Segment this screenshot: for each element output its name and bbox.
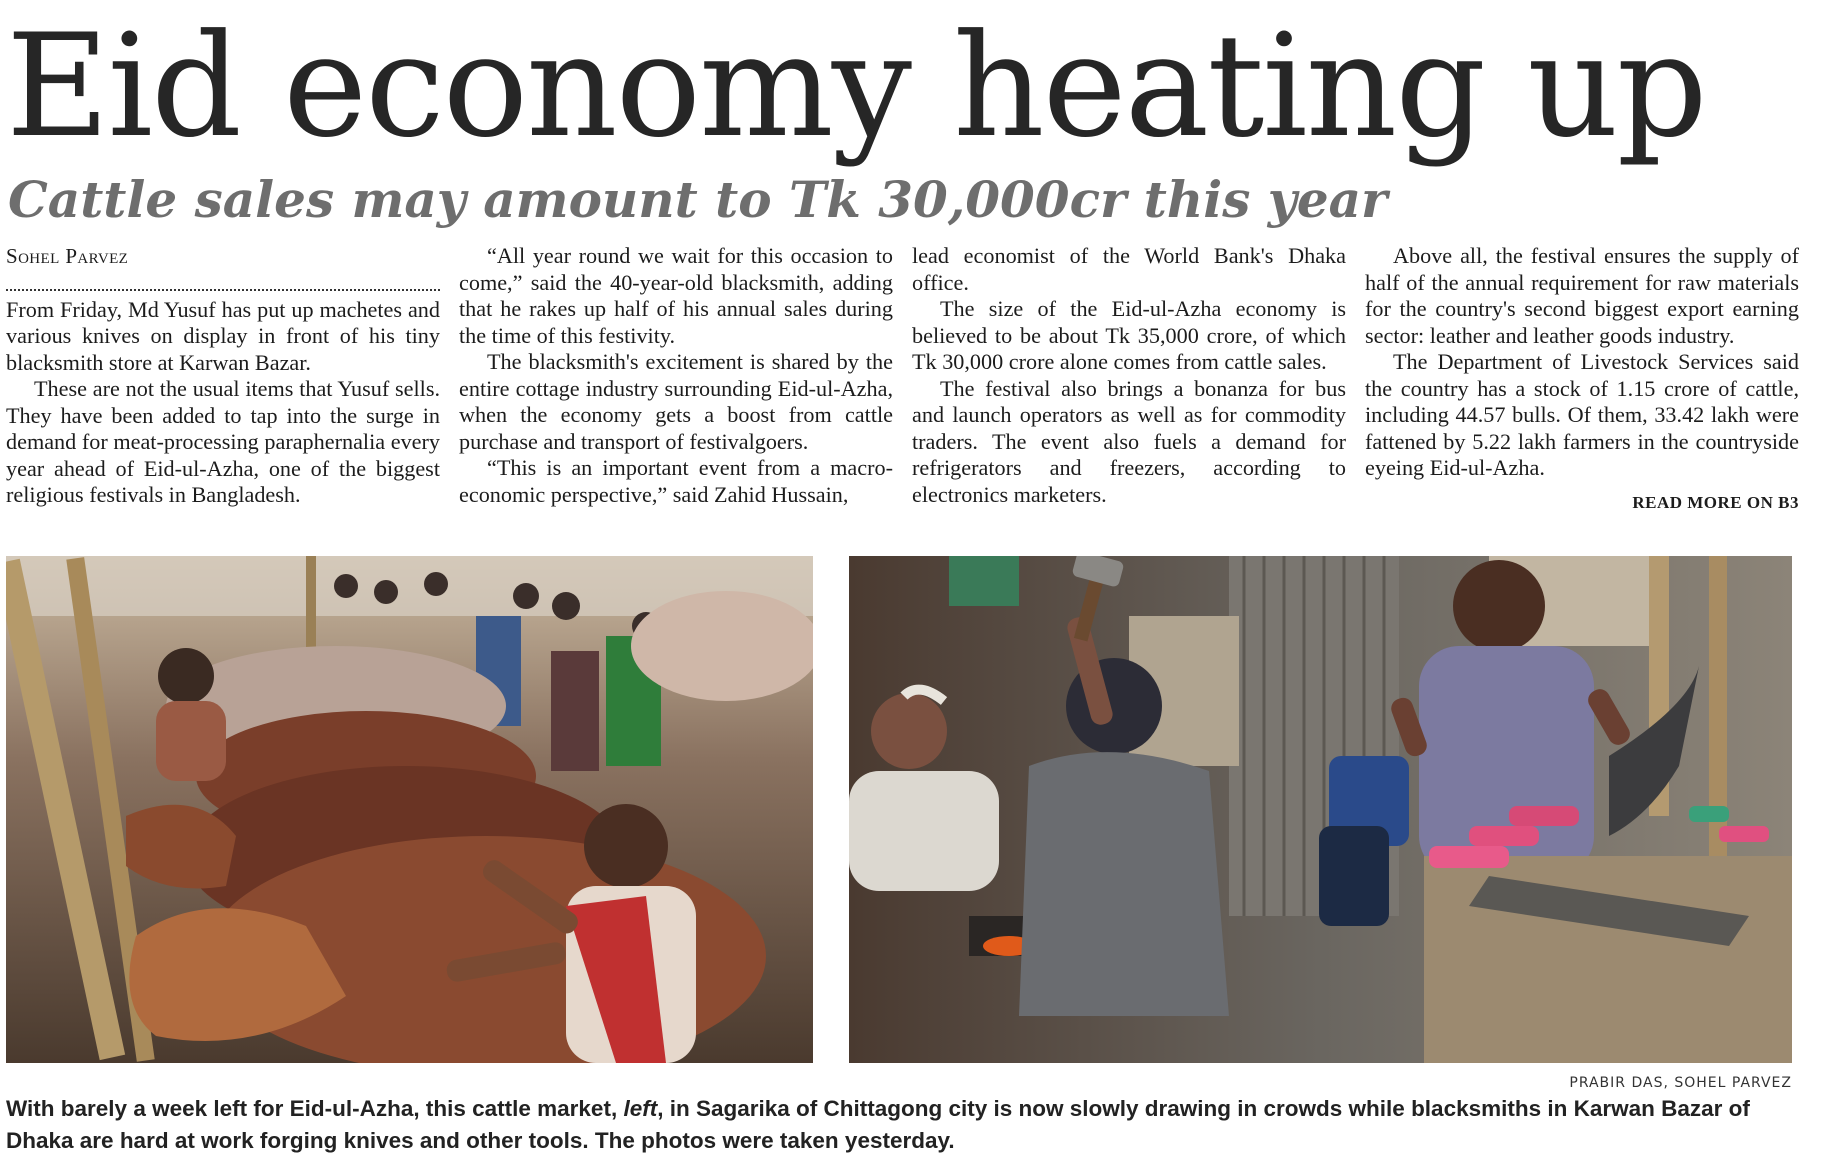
byline: Sohel Parvez — [6, 244, 129, 268]
paragraph: The festival also brings a bonanza for bus and launch operators as well as for commodity traders. The event also fuels a demand for refrigerators and freezers, according to electronics marketers. — [912, 375, 1346, 507]
paragraph: Above all, the festival ensures the supply of half of the annual requirement for raw materials for the country's second biggest export earning sector: leather and leather goods industry. — [1365, 243, 1799, 348]
paragraph: The blacksmith's excitement is shared by the entire cottage industry surrounding Eid-ul-Azha, when the economy gets a boost from cattle purchase and transport of festivalgoers. — [459, 349, 893, 454]
article-column-2 — [459, 243, 893, 508]
article-column-4 — [1365, 243, 1799, 516]
paragraph: The Department of Livestock Services said the country has a stock of 1.15 crore of cattle, including 44.57 bulls. Of them, 33.42 lakh were fattened by 5.22 lakh farmers in the countryside eyeing Eid-ul-Azha. — [1365, 349, 1799, 480]
caption-text: With barely a week left for Eid-ul-Azha, this cattle market, — [6, 1096, 624, 1121]
paragraph: “All year round we wait for this occasion to come,” said the 40-year-old blacksmith, adding that he rakes up half of his annual sales during the time of this festivity. — [459, 243, 893, 348]
caption-text: , in Sagarika of Chittagong city is now slowly drawing in crowds while blacksmiths in Karwan Bazar of Dhaka are hard at work forging knives and other tools. The photos were taken yesterday. — [6, 1096, 1750, 1153]
photo-credit: PRABIR DAS, SOHEL PARVEZ — [1569, 1075, 1792, 1091]
paragraph: lead economist of the World Bank's Dhaka office. — [912, 243, 1346, 295]
photo-caption — [6, 1093, 1796, 1157]
byline-divider — [6, 273, 440, 291]
caption-italic: left — [623, 1096, 658, 1121]
article-column-3 — [912, 243, 1346, 508]
paragraph: The size of the Eid-ul-Azha economy is believed to be about Tk 35,000 crore, of which Tk 30,000 crore alone comes from cattle sales. — [912, 296, 1346, 374]
cattle-market-photo — [6, 556, 813, 1063]
headline: Eid economy heating up — [6, 4, 1706, 169]
blacksmith-photo — [849, 556, 1792, 1063]
read-more-link[interactable]: READ MORE ON B3 — [1632, 492, 1799, 512]
paragraph: “This is an important event from a macro-economic perspective,” said Zahid Hussain, — [459, 455, 893, 507]
paragraph: From Friday, Md Yusuf has put up machetes and various knives on display in front of his tiny blacksmith store at Karwan Bazar. — [6, 296, 440, 375]
subheadline: Cattle sales may amount to Tk 30,000cr this year — [8, 170, 1388, 229]
article-column-1 — [6, 243, 440, 509]
paragraph: These are not the usual items that Yusuf sells. They have been added to tap into the surge in demand for meat-processing paraphernalia every year ahead of Eid-ul-Azha, one of the biggest religious festivals in Bangladesh. — [6, 376, 440, 507]
